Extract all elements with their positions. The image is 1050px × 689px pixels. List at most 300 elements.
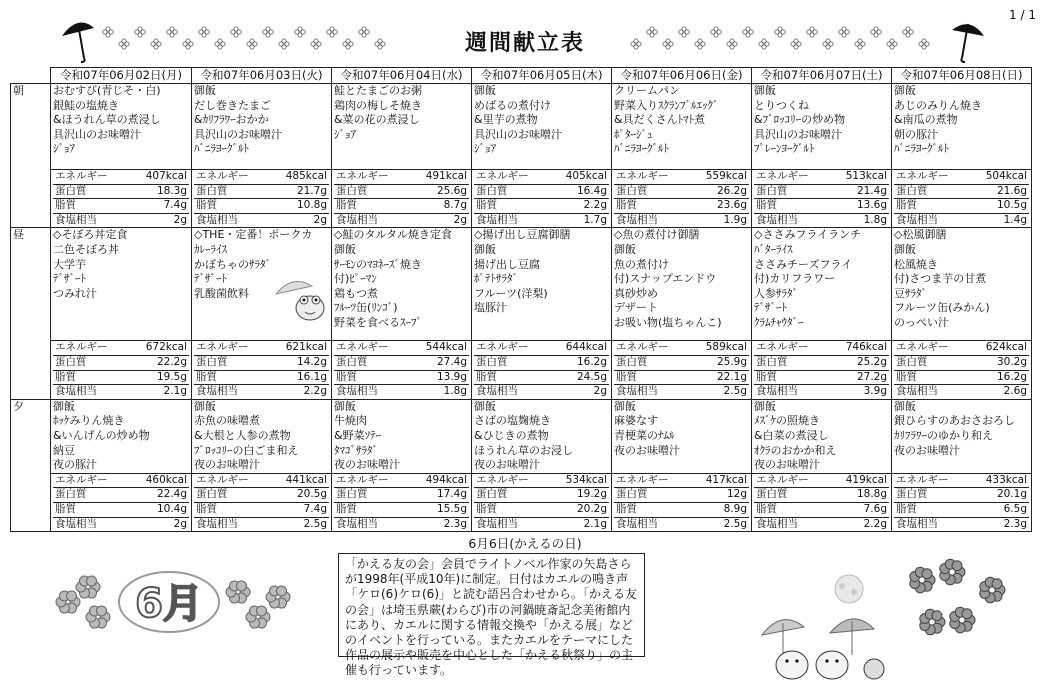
flower-icon [903, 27, 913, 37]
dinner-dishes [332, 399, 472, 473]
nutrition-fat [334, 502, 469, 517]
flower-icon [711, 27, 721, 37]
breakfast-dishes [892, 84, 1032, 170]
dish-item: 人参ｻﾗﾀﾞ [754, 286, 798, 300]
nutrition-fat [194, 198, 329, 213]
dish-item: 銀ひらすのあおさおろし [894, 414, 1015, 428]
flower-icon [919, 39, 929, 49]
dinner-dishes [192, 399, 332, 473]
lunch-dishes [332, 228, 472, 341]
nutrient-value: 27.2g [856, 370, 887, 383]
date-header: 令和07年06月06日(金) [612, 68, 752, 84]
nutrient-label: 蛋白質 [55, 488, 87, 501]
nutrient-value: 2.2g [303, 385, 327, 398]
dish-item: 乳酸菌飲料 [194, 286, 249, 300]
nutrition-energy [53, 170, 189, 184]
dish-item: &ひじきの煮物 [474, 428, 549, 442]
nutrient-value: 21.7g [296, 184, 327, 197]
nutrition-fat [474, 370, 609, 385]
flower-icon [823, 39, 833, 49]
nutrition-fat [894, 370, 1029, 385]
nutrient-label: 食塩相当 [196, 385, 238, 398]
nutrient-label: 脂質 [476, 370, 497, 383]
nutrient-label: 脂質 [756, 199, 777, 212]
nutrient-value: 419kcal [845, 473, 887, 486]
dish-item: ﾊﾞﾆﾗﾖｰｸﾞﾙﾄ [614, 142, 669, 156]
dish-item: 御飯 [474, 242, 496, 256]
nutrient-value: 746kcal [845, 341, 887, 354]
dish-item: 鶏もつ煮 [334, 286, 378, 300]
dish-item: とりつくね [754, 98, 809, 112]
nutrient-value: 19.5g [156, 370, 187, 383]
dish-item: 夜のお味噌汁 [614, 443, 680, 457]
nutrient-value: 1.7g [583, 213, 607, 226]
dish-item: 御飯 [194, 84, 216, 97]
dish-item: 御飯 [614, 242, 636, 256]
nutrient-label: エネルギー [476, 473, 529, 486]
date-header: 令和07年06月07日(土) [752, 68, 892, 84]
dish-item: 御飯 [474, 399, 496, 413]
dish-item: 鮭とたまごのお粥 [334, 84, 422, 97]
corner-cell [11, 68, 51, 84]
dish-item: 朝の豚汁 [894, 127, 938, 141]
nutrition-protein [474, 487, 609, 502]
nutrient-label: 食塩相当 [336, 517, 378, 530]
nutrient-value: 22.2g [156, 355, 187, 368]
nutrient-value: 621kcal [285, 341, 327, 354]
dish-item: フルーツ缶(みかん) [894, 301, 990, 315]
flower-icon [695, 39, 705, 49]
nutrient-value: 2.3g [443, 517, 467, 530]
nutrition-energy [614, 170, 749, 184]
nutrient-value: 19.2g [576, 488, 607, 501]
nutrient-value: 16.4g [576, 184, 607, 197]
nutrient-value: 30.2g [996, 355, 1027, 368]
nutrient-value: 16.2g [576, 355, 607, 368]
nutrient-label: 蛋白質 [476, 488, 508, 501]
dish-item: 塩豚汁 [474, 301, 507, 315]
nutrition-block [752, 170, 892, 228]
dinner-nutrition-row [11, 473, 1032, 531]
nutrient-label: 脂質 [196, 199, 217, 212]
dish-item: 御飯 [894, 242, 916, 256]
nutrition-protein [53, 355, 189, 370]
nutrient-value: 17.4g [436, 488, 467, 501]
nutrient-value: 21.4g [856, 184, 887, 197]
dish-item: 御飯 [53, 399, 75, 413]
flower-icon [759, 39, 769, 49]
dish-item: 夜のお味噌汁 [754, 458, 820, 472]
dish-item: ｼﾞｮｱ [474, 142, 496, 156]
page-title: 週間献立表 [464, 31, 585, 56]
nutrition-block [472, 473, 612, 531]
nutrient-label: 食塩相当 [616, 213, 658, 226]
nutrient-value: 3.9g [863, 385, 887, 398]
nutrient-label: エネルギー [336, 473, 389, 486]
nutrition-fat [194, 370, 329, 385]
breakfast-dishes [752, 84, 892, 170]
dish-item: 御飯 [334, 242, 356, 256]
breakfast-dish-row [11, 84, 1032, 170]
nutrient-label: 脂質 [336, 370, 357, 383]
date-header: 令和07年06月03日(火) [192, 68, 332, 84]
dish-item: 付)カリフラワー [754, 272, 836, 286]
nutrient-label: エネルギー [756, 170, 809, 182]
dish-item: 魚の煮付け [614, 257, 669, 271]
nutrition-salt [194, 213, 329, 228]
nutrition-energy [474, 474, 609, 488]
nutrient-label: 脂質 [756, 370, 777, 383]
nutrient-label: 脂質 [896, 370, 917, 383]
dish-item: &南瓜の煮物 [894, 113, 958, 127]
flower-icon [791, 39, 801, 49]
nutrition-protein [53, 184, 189, 199]
nutrient-label: 脂質 [55, 199, 76, 212]
nutrition-block [612, 473, 752, 531]
dish-item: だし巻きたまご [194, 98, 271, 112]
dish-item: 大学芋 [53, 257, 86, 271]
breakfast-label: 朝 [11, 84, 51, 228]
nutrient-value: 494kcal [425, 473, 467, 486]
dish-item: 御飯 [894, 84, 916, 97]
dish-item: 御飯 [754, 399, 776, 413]
dish-item: 夜のお味噌汁 [334, 458, 400, 472]
nutrition-protein [894, 355, 1029, 370]
dish-item: 御飯 [194, 399, 216, 413]
month-label: 6月 [135, 581, 203, 627]
dish-item: ﾒｽﾞｹの照焼き [754, 414, 820, 428]
nutrient-label: エネルギー [55, 473, 108, 486]
nutrition-fat [754, 370, 889, 385]
dish-item: 具沢山のお味噌汁 [53, 127, 141, 141]
nutrition-salt [53, 517, 189, 532]
hydrangea-illustration [892, 550, 1032, 650]
dish-item: &いんげんの炒め物 [53, 428, 150, 442]
nutrient-value: 417kcal [705, 473, 747, 486]
nutrient-value: 25.2g [856, 355, 887, 368]
nutrition-block [192, 473, 332, 531]
nutrition-salt [334, 517, 469, 532]
dish-item: めばるの煮付け [474, 98, 551, 112]
nutrient-label: 食塩相当 [476, 517, 518, 530]
dish-item: ｵｸﾗのおかか和え [754, 443, 837, 457]
flower-icon [839, 27, 849, 37]
nutrient-value: 7.6g [863, 502, 887, 515]
dish-item: 御飯 [334, 399, 356, 413]
nutrient-value: 1.4g [1003, 213, 1027, 226]
nutrient-label: 食塩相当 [896, 385, 938, 398]
nutrient-label: エネルギー [196, 170, 249, 182]
dinner-label: 夕 [11, 399, 51, 531]
nutrition-block [892, 170, 1032, 228]
nutrition-protein [614, 355, 749, 370]
breakfast-dishes [472, 84, 612, 170]
nutrient-label: 食塩相当 [336, 213, 378, 226]
dinner-dishes [51, 399, 192, 473]
nutrition-block [892, 341, 1032, 399]
date-header: 令和07年06月02日(月) [51, 68, 192, 84]
dish-item: クリームパン [614, 84, 680, 97]
nutrient-label: 蛋白質 [196, 488, 228, 501]
dish-item: 豆ｻﾗﾀﾞ [894, 286, 927, 300]
dish-item: ｼﾞｮｱ [334, 127, 356, 141]
nutrient-value: 8.7g [443, 199, 467, 212]
nutrition-fat [334, 370, 469, 385]
dish-item: ﾎｯｹみりん焼き [53, 414, 125, 428]
nutrient-label: 食塩相当 [896, 213, 938, 226]
nutrient-value: 2g [593, 385, 607, 398]
flower-icon [727, 39, 737, 49]
nutrient-value: 407kcal [145, 170, 187, 182]
dish-item: デザート [614, 301, 658, 315]
nutrient-value: 644kcal [565, 341, 607, 354]
nutrition-energy [194, 170, 329, 184]
dish-item: ﾌﾙｰﾂ缶(ﾘﾝｺﾞ) [334, 301, 398, 315]
nutrient-label: 食塩相当 [55, 517, 97, 530]
nutrition-energy [334, 474, 469, 488]
lunch-nutrition-row [11, 341, 1032, 399]
cloud-icon [828, 572, 870, 606]
nutrient-value: 433kcal [985, 473, 1027, 486]
nutrient-label: 食塩相当 [896, 517, 938, 530]
dish-item: 付)さつま芋の甘煮 [894, 272, 987, 286]
dish-item: 具沢山のお味噌汁 [474, 127, 562, 141]
nutrition-block [892, 473, 1032, 531]
nutrient-label: 食塩相当 [616, 517, 658, 530]
date-header-row [11, 68, 1032, 84]
dish-item: 銀鮭の塩焼き [53, 98, 119, 112]
nutrient-label: エネルギー [336, 170, 389, 182]
dish-item: フルーツ(洋梨) [474, 286, 548, 300]
nutrient-label: 蛋白質 [896, 488, 928, 501]
flower-icon [887, 39, 897, 49]
nutrition-salt [754, 213, 889, 228]
nutrient-value: 2.1g [163, 385, 187, 398]
dish-item: 鶏肉の梅しそ焼き [334, 98, 422, 112]
dish-item: ◇松風御膳 [894, 228, 947, 242]
date-header: 令和07年06月08日(日) [892, 68, 1032, 84]
nutrition-salt [194, 384, 329, 399]
dish-item: &白菜の煮浸し [754, 428, 829, 442]
nutrition-fat [474, 198, 609, 213]
nutrient-value: 7.4g [163, 199, 187, 212]
nutrient-label: 蛋白質 [196, 184, 228, 197]
frog-umbrella-illustration [272, 276, 330, 326]
dish-item: おむすび(青じそ・白) [53, 84, 161, 97]
dish-item: 具沢山のお味噌汁 [194, 127, 282, 141]
nutrition-fat [754, 198, 889, 213]
hydrangea-month-badge [38, 562, 300, 647]
dinner-dishes [472, 399, 612, 473]
nutrition-salt [474, 384, 609, 399]
nutrient-value: 18.8g [856, 488, 887, 501]
nutrient-label: 脂質 [756, 502, 777, 515]
nutrient-value: 22.4g [156, 488, 187, 501]
nutrition-protein [53, 487, 189, 502]
nutrient-value: 1.9g [723, 213, 747, 226]
dish-item: ﾀﾏｺﾞｻﾗﾀﾞ [334, 443, 378, 457]
nutrition-energy [894, 170, 1029, 184]
nutrient-label: 食塩相当 [616, 385, 658, 398]
dish-item: ﾎﾟﾀｰｼﾞｭ [614, 127, 653, 141]
dish-item: 夜のお味噌汁 [474, 458, 540, 472]
nutrient-value: 21.6g [996, 184, 1027, 197]
nutrient-label: エネルギー [756, 473, 809, 486]
dish-item: ささみチーズフライ [754, 257, 853, 271]
nutrient-value: 27.4g [436, 355, 467, 368]
dish-item: ﾊﾞﾆﾗﾖｰｸﾞﾙﾄ [894, 142, 949, 156]
nutrition-salt [614, 213, 749, 228]
nutrition-salt [894, 517, 1029, 532]
nutrition-energy [334, 341, 469, 355]
nutrition-salt [894, 213, 1029, 228]
dish-item: 牛焼肉 [334, 414, 367, 428]
nutrition-protein [474, 184, 609, 199]
nutrition-fat [194, 502, 329, 517]
nutrition-fat [754, 502, 889, 517]
nutrient-value: 20.2g [576, 502, 607, 515]
dish-item: &大根と人参の煮物 [194, 428, 291, 442]
nutrient-label: 脂質 [896, 199, 917, 212]
nutrient-value: 20.1g [996, 488, 1027, 501]
flower-icon [871, 27, 881, 37]
nutrient-value: 504kcal [985, 170, 1027, 182]
dish-item: ◇ささみフライランチ [754, 228, 862, 242]
dish-item: 夜のお味噌汁 [194, 458, 260, 472]
nutrient-label: 蛋白質 [196, 355, 228, 368]
nutrient-value: 26.2g [716, 184, 747, 197]
nutrient-label: 蛋白質 [616, 184, 648, 197]
umbrella-icon [948, 14, 988, 64]
flower-icon [855, 39, 865, 49]
nutrient-label: 食塩相当 [55, 385, 97, 398]
dish-item: &ﾌﾞﾛｯｺﾘｰの炒め物 [754, 113, 846, 127]
nutrient-label: 蛋白質 [896, 184, 928, 197]
nutrition-fat [53, 370, 189, 385]
nutrient-value: 10.8g [296, 199, 327, 212]
nutrient-label: エネルギー [896, 341, 949, 354]
lunch-dishes [472, 228, 612, 341]
breakfast-nutrition-row [11, 170, 1032, 228]
breakfast-dishes [612, 84, 752, 170]
nutrient-value: 18.3g [156, 184, 187, 197]
nutrient-label: 食塩相当 [756, 213, 798, 226]
nutrient-label: 脂質 [616, 199, 637, 212]
nutrient-label: 脂質 [476, 502, 497, 515]
dish-item: 野菜入りｽｸﾗﾝﾌﾞﾙｴｯｸﾞ [614, 98, 719, 112]
nutrition-salt [334, 384, 469, 399]
nutrient-value: 8.9g [723, 502, 747, 515]
dish-item: つみれ汁 [53, 286, 97, 300]
dish-item: ｶﾘﾌﾗﾜｰのゆかり和え [894, 428, 993, 442]
nutrient-label: 食塩相当 [196, 517, 238, 530]
dinner-dishes [612, 399, 752, 473]
nutrition-salt [614, 517, 749, 532]
nutrient-value: 2g [313, 213, 327, 226]
nutrition-block [192, 170, 332, 228]
nutrient-value: 24.5g [576, 370, 607, 383]
nutrition-protein [754, 355, 889, 370]
nutrient-label: 食塩相当 [196, 213, 238, 226]
nutrition-block [752, 473, 892, 531]
dish-item: 揚げ出し豆腐 [474, 257, 540, 271]
dish-item: あじのみりん焼き [894, 98, 982, 112]
dish-item: ﾌﾞﾛｯｺﾘｰの白ごま和え [194, 443, 299, 457]
nutrition-salt [334, 213, 469, 228]
nutrition-protein [474, 355, 609, 370]
lunch-dish-row [11, 228, 1032, 341]
dish-item: &ｶﾘﾌﾗﾜｰおかか [194, 113, 269, 127]
dish-item: ｶﾚｰﾗｲｽ [194, 242, 227, 256]
nutrient-label: エネルギー [756, 341, 809, 354]
dish-item: ◇THE・定番！ポークカ [194, 228, 313, 242]
nutrient-label: 蛋白質 [616, 488, 648, 501]
flower-icon [679, 27, 689, 37]
nutrient-label: 蛋白質 [476, 355, 508, 368]
nutrient-label: エネルギー [616, 341, 669, 354]
dish-item: お吸い物(塩ちゃんこ) [614, 315, 722, 329]
nutrition-energy [894, 341, 1029, 355]
lunch-dishes [752, 228, 892, 341]
nutrient-value: 13.6g [856, 199, 887, 212]
nutrient-label: エネルギー [476, 341, 529, 354]
breakfast-dishes [332, 84, 472, 170]
nutrition-energy [754, 474, 889, 488]
nutrient-value: 405kcal [565, 170, 607, 182]
breakfast-dishes [192, 84, 332, 170]
nutrient-label: 脂質 [55, 502, 76, 515]
nutrition-block [332, 170, 472, 228]
nutrition-energy [894, 474, 1029, 488]
nutrition-salt [894, 384, 1029, 399]
nutrition-fat [474, 502, 609, 517]
nutrition-salt [614, 384, 749, 399]
nutrition-salt [754, 384, 889, 399]
dish-item: ｻｰﾓﾝのﾏﾖﾈｰｽﾞ焼き [334, 257, 422, 271]
nutrition-block [192, 341, 332, 399]
nutrient-value: 25.6g [436, 184, 467, 197]
nutrient-label: 脂質 [196, 370, 217, 383]
nutrition-fat [614, 502, 749, 517]
nutrition-protein [614, 487, 749, 502]
nutrition-protein [334, 487, 469, 502]
dish-item: ｸﾗﾑﾁｬｳﾀﾞｰ [754, 315, 804, 329]
nutrient-label: 蛋白質 [336, 355, 368, 368]
nutrient-value: 15.5g [436, 502, 467, 515]
lunch-dishes [51, 228, 192, 341]
nutrient-label: 脂質 [336, 199, 357, 212]
nutrient-value: 6.5g [1003, 502, 1027, 515]
nutrient-value: 2g [173, 517, 187, 530]
event-title: 6月6日(かえるの日) [468, 536, 582, 551]
nutrition-salt [754, 517, 889, 532]
nutrition-protein [194, 184, 329, 199]
nutrient-value: 25.9g [716, 355, 747, 368]
nutrition-fat [614, 198, 749, 213]
nutrition-protein [334, 184, 469, 199]
dish-item: 付)スナップエンドウ [614, 272, 717, 286]
dinner-dishes [752, 399, 892, 473]
nutrient-label: 蛋白質 [336, 488, 368, 501]
nutrition-block [332, 473, 472, 531]
nutrient-label: エネルギー [55, 170, 108, 182]
nutrient-value: 1.8g [863, 213, 887, 226]
nutrient-value: 2.1g [583, 517, 607, 530]
nutrient-label: 蛋白質 [336, 184, 368, 197]
nutrient-label: エネルギー [336, 341, 389, 354]
nutrition-protein [194, 355, 329, 370]
dish-item: ◇魚の煮付け御膳 [614, 228, 700, 242]
